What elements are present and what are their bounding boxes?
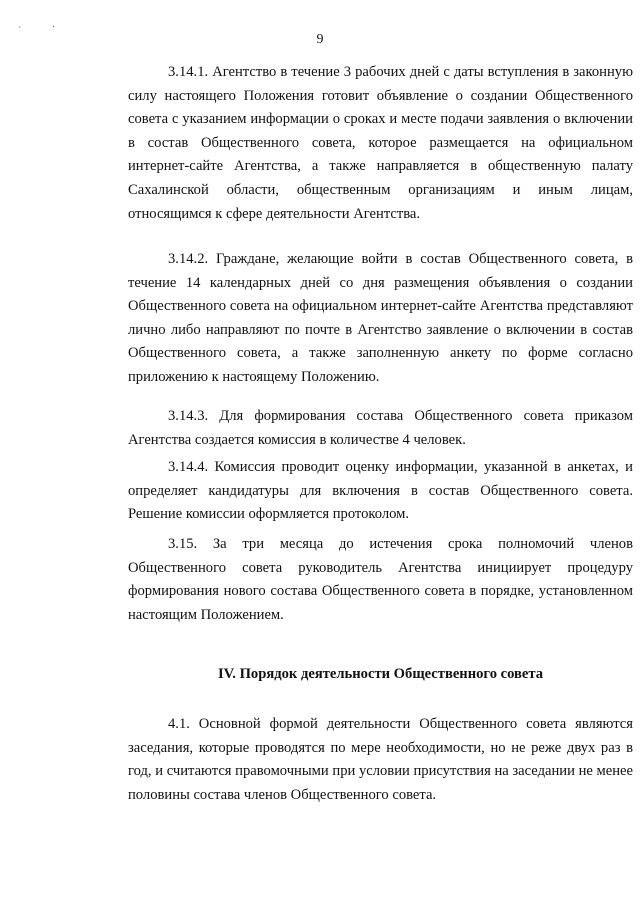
paragraph-3-14-4: 3.14.4. Комиссия проводит оценку информации, указанной в анкетах, и определяет кандидатуры для включения в состав Общественного совета. Решение комиссии оформляется протоколом. (128, 459, 633, 523)
paragraph-3-14-3: 3.14.3. Для формирования состава Общественного совета приказом Агентства создается комиссия в количестве 4 человек. (128, 408, 633, 448)
paragraph-3-14-2: 3.14.2. Граждане, желающие войти в состав Общественного совета, в течение 14 календарных дней со дня размещения объявления о создании Общественного совета на официальном интернет-сайте Агентства представляют лично либо направляют по почте в Агентство заявление о включении в состав Общественного совета, а также заполненную анкету по форме согласно приложению к настоящему Положению. (128, 251, 633, 385)
paragraph-3-15: 3.15. За три месяца до истечения срока полномочий членов Общественного совета руководитель Агентства инициирует процедуру формирования нового состава Общественного совета в порядке, установленном настоящим Положением. (128, 536, 633, 623)
section-heading: IV. Порядок деятельности Общественного совета (217, 666, 544, 682)
page-number: 9 (316, 32, 324, 47)
paragraph-3-14-1: 3.14.1. Агентство в течение 3 рабочих дней с даты вступления в законную силу настоящего Положения готовит объявление о создании Общественного совета с указанием информации о сроках и месте подачи заявления о включении в состав Общественного совета, которое размещается на официальном интернет-сайте Агентства, а также направляется в общественную палату Сахалинской области, общественным организациям и иным лицам, относящимся к сфере деятельности Агентства. (128, 64, 633, 222)
scan-artifact-mark: ` (18, 26, 22, 37)
scan-artifact-mark: · (52, 22, 56, 33)
paragraph-4-1: 4.1. Основной формой деятельности Общественного совета являются заседания, которые проводятся по мере необходимости, но не реже двух раз в год, и считаются правомочными при условии присутствия на заседании не менее половины состава членов Общественного совета. (128, 716, 633, 803)
